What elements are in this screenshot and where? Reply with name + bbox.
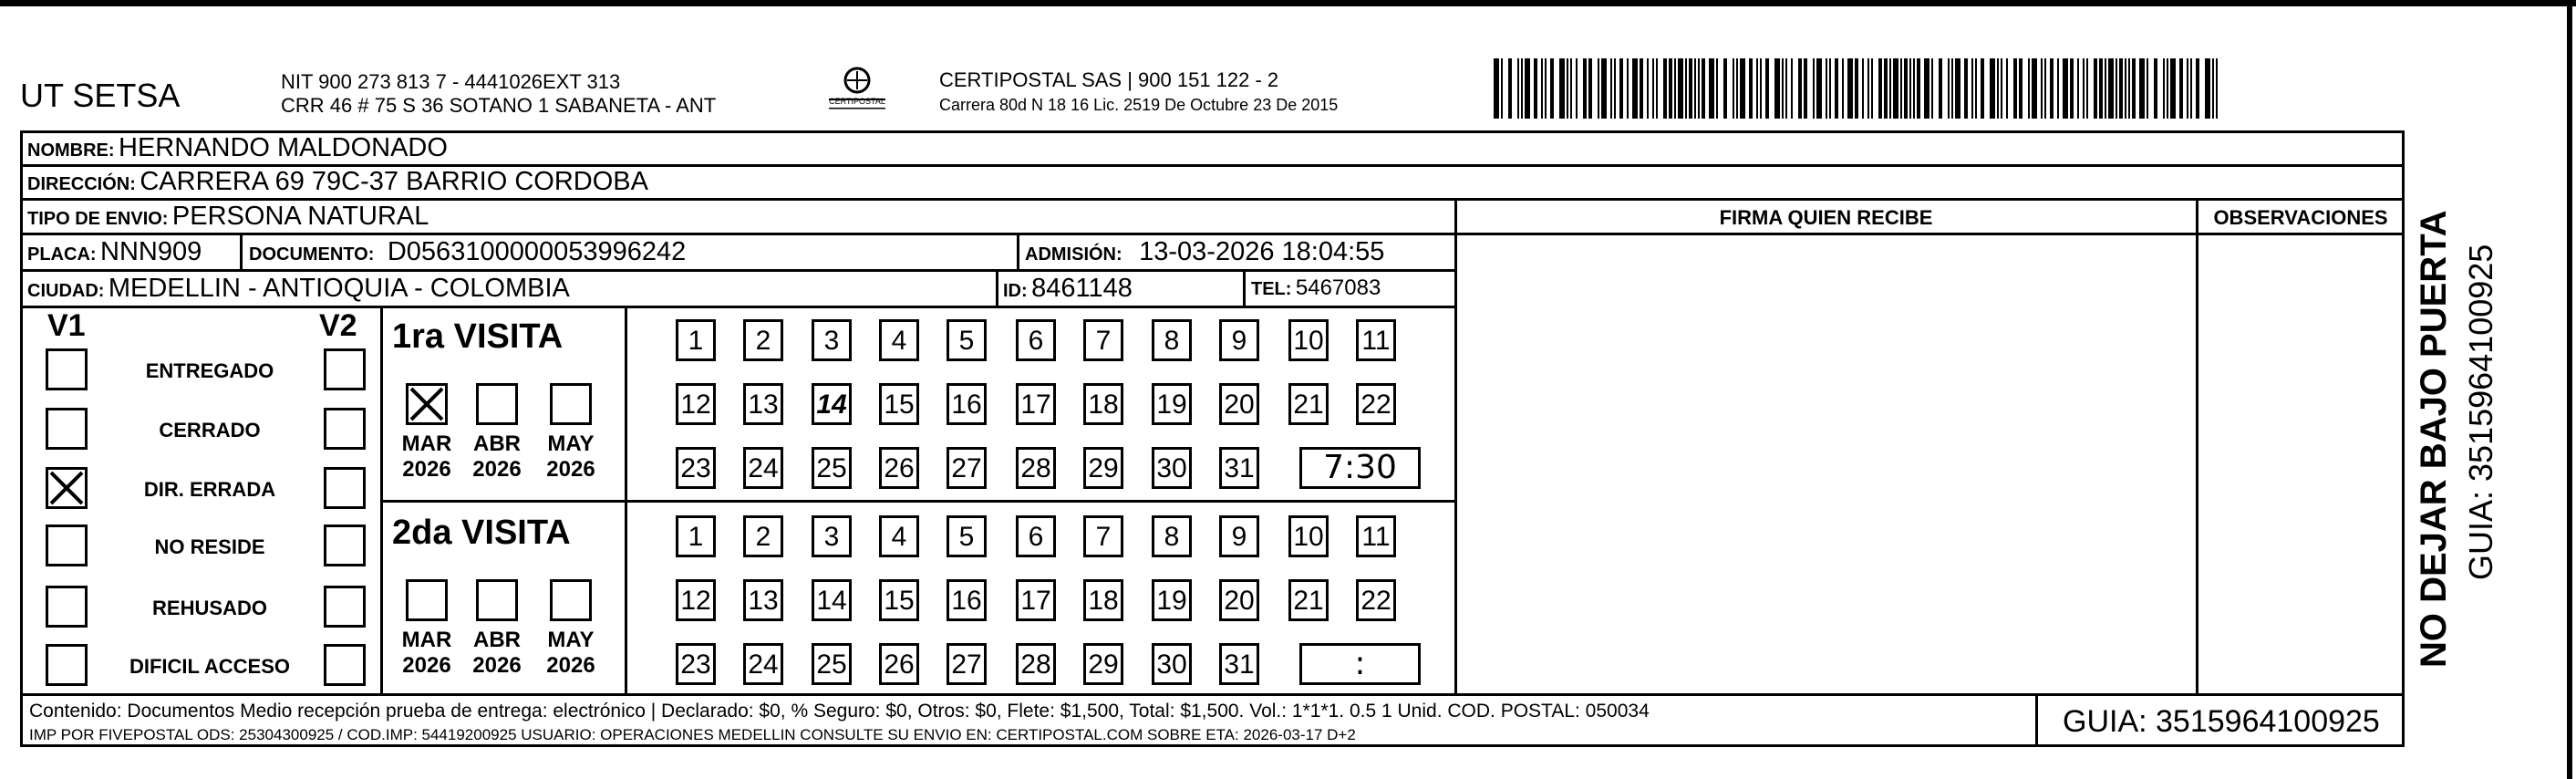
- barcode-bar: [1867, 58, 1869, 119]
- barcode-bar: [1900, 58, 1902, 119]
- barcode-bar: [1736, 58, 1738, 119]
- barcode-bar: [1619, 58, 1623, 119]
- month-name: ABR: [473, 431, 521, 456]
- day-box[interactable]: 19: [1152, 579, 1192, 621]
- barcode-bar: [1541, 58, 1543, 119]
- barcode-bar: [1588, 58, 1592, 119]
- barcode-bar: [1678, 58, 1683, 119]
- barcode-bar: [1723, 58, 1727, 119]
- status-label: ENTREGADO: [145, 359, 274, 382]
- barcode-bar: [2057, 58, 2059, 119]
- barcode-bar: [1601, 58, 1607, 119]
- month-label: [395, 431, 459, 483]
- barcode-bar: [1951, 58, 1953, 119]
- day-box[interactable]: 3: [812, 319, 852, 361]
- visit-title: 1ra VISITA: [392, 317, 564, 356]
- barcode-bar: [1913, 58, 1915, 119]
- ciudad-value: MEDELLIN - ANTIOQUIA - COLOMBIA: [108, 274, 570, 303]
- day-box[interactable]: 14: [812, 383, 852, 425]
- status-v2-checkbox[interactable]: [324, 586, 366, 628]
- barcode: [1494, 58, 2223, 119]
- id-value: 8461148: [1031, 274, 1133, 303]
- barcode-bar: [1924, 58, 1929, 119]
- month-checkbox[interactable]: [476, 383, 518, 425]
- barcode-bar: [1698, 58, 1700, 119]
- barcode-bar: [1534, 58, 1537, 119]
- status-label: DIR. ERRADA: [143, 478, 276, 501]
- barcode-bar: [1583, 58, 1587, 119]
- barcode-bar: [1610, 58, 1612, 119]
- day-box[interactable]: 6: [1016, 319, 1056, 361]
- status-v1-checkbox[interactable]: [46, 408, 88, 450]
- barcode-bar: [1871, 58, 1873, 119]
- day-box[interactable]: 25: [812, 643, 852, 685]
- barcode-bar: [2187, 58, 2188, 119]
- row-line: [20, 198, 2405, 201]
- nombre-value: HERNANDO MALDONADO: [119, 133, 448, 162]
- barcode-bar: [2041, 58, 2043, 119]
- barcode-bar: [2154, 58, 2157, 119]
- address-line: CRR 46 # 75 S 36 SOTANO 1 SABANETA - ANT: [281, 94, 717, 117]
- barcode-bar: [1716, 58, 1718, 119]
- status-label: CERRADO: [159, 419, 261, 441]
- barcode-bar: [2205, 58, 2210, 119]
- barcode-bar: [1647, 58, 1649, 119]
- status-v1-checkbox[interactable]: [46, 348, 88, 390]
- barcode-bar: [1545, 58, 1547, 119]
- contenido-line: Contenido: Documentos Medio recepción prueba de entrega: electrónico | Declarado: $0, % Seguro: $0, Otros: $0, Flete: $1,500, Total: $1,500. Vol.: 1*1*1. 0.5 1 Unid. COD. POSTAL: 050034: [29, 701, 1650, 722]
- month-name: MAY: [547, 431, 595, 456]
- barcode-bar: [2167, 58, 2168, 119]
- barcode-bar: [1756, 58, 1758, 119]
- tipo-label: TIPO DE ENVIO:: [27, 209, 169, 229]
- day-box[interactable]: 22: [1356, 579, 1396, 621]
- barcode-bar: [1614, 58, 1616, 119]
- cell-divider: [1017, 233, 1019, 269]
- documento-row: [249, 237, 686, 267]
- barcode-bar: [1931, 58, 1933, 119]
- footer-divider: [2035, 693, 2038, 747]
- top-border: [0, 0, 2576, 6]
- status-v1-checkbox[interactable]: [46, 467, 88, 509]
- barcode-bar: [1656, 58, 1658, 119]
- barcode-bar: [1878, 58, 1882, 119]
- barcode-bar: [2063, 58, 2068, 119]
- month-year: 2026: [402, 653, 451, 678]
- day-box[interactable]: 12: [676, 579, 716, 621]
- barcode-bar: [2132, 58, 2136, 119]
- barcode-bar: [1904, 58, 1908, 119]
- day-box[interactable]: 18: [1083, 383, 1123, 425]
- month-checkbox[interactable]: [406, 383, 448, 425]
- month-label: [465, 628, 529, 679]
- day-box[interactable]: 14: [812, 579, 852, 621]
- barcode-bar: [2170, 58, 2176, 119]
- day-box[interactable]: 15: [879, 383, 919, 425]
- barcode-bar: [2028, 58, 2030, 119]
- day-box[interactable]: 2: [743, 319, 783, 361]
- barcode-bar: [1627, 58, 1629, 119]
- row-line: [20, 269, 1457, 272]
- barcode-bar: [2086, 58, 2088, 119]
- day-box[interactable]: 5: [947, 319, 987, 361]
- divider-signature: [1454, 201, 1457, 695]
- barcode-bar: [1525, 58, 1530, 119]
- barcode-bar: [1791, 58, 1793, 119]
- divider-right-top: [2402, 130, 2405, 203]
- day-box[interactable]: 13: [743, 579, 783, 621]
- barcode-bar: [1835, 58, 1838, 119]
- barcode-bar: [1785, 58, 1787, 119]
- barcode-bar: [2006, 58, 2008, 119]
- company-name: UT SETSA: [20, 77, 181, 114]
- placa-label: PLACA:: [27, 244, 97, 265]
- barcode-bar: [1669, 58, 1672, 119]
- barcode-bar: [1570, 58, 1572, 119]
- barcode-bar: [1862, 58, 1864, 119]
- barcode-bar: [1521, 58, 1523, 119]
- barcode-bar: [1576, 58, 1578, 119]
- barcode-bar: [1804, 58, 1807, 119]
- day-box[interactable]: 9: [1219, 319, 1259, 361]
- v1-label: V1: [47, 308, 86, 343]
- cell-divider: [996, 269, 998, 306]
- tipo-value: PERSONA NATURAL: [171, 202, 429, 231]
- time-box[interactable]: :: [1299, 643, 1421, 685]
- day-box[interactable]: 13: [743, 383, 783, 425]
- status-v2-checkbox[interactable]: [324, 408, 366, 450]
- day-box[interactable]: 24: [743, 447, 783, 489]
- barcode-bar: [1694, 58, 1696, 119]
- day-box[interactable]: 19: [1152, 383, 1192, 425]
- status-v2-checkbox[interactable]: [324, 348, 366, 390]
- barcode-bar: [2094, 58, 2097, 119]
- barcode-bar: [2070, 58, 2074, 119]
- barcode-bar: [1640, 58, 1643, 119]
- barcode-bar: [1760, 58, 1762, 119]
- month-checkbox[interactable]: [476, 579, 518, 621]
- month-checkbox[interactable]: [550, 579, 592, 621]
- barcode-bar: [1598, 58, 1599, 119]
- barcode-bar: [1689, 58, 1692, 119]
- barcode-bar: [1829, 58, 1831, 119]
- day-box[interactable]: 20: [1219, 579, 1259, 621]
- day-box[interactable]: 29: [1083, 643, 1123, 685]
- divider-observaciones: [2196, 201, 2198, 695]
- day-box[interactable]: 31: [1219, 643, 1259, 685]
- day-box[interactable]: 27: [947, 447, 987, 489]
- status-v2-checkbox[interactable]: [324, 525, 366, 566]
- barcode-bar: [1632, 58, 1638, 119]
- nombre-row: [27, 133, 448, 163]
- status-label: DIFICIL ACCESO: [129, 655, 290, 678]
- barcode-bar: [1939, 58, 1942, 119]
- day-box[interactable]: 3: [812, 515, 852, 557]
- barcode-bar: [1842, 58, 1844, 119]
- barcode-bar: [2163, 58, 2165, 119]
- barcode-bar: [1826, 58, 1827, 119]
- nombre-label: NOMBRE:: [27, 140, 115, 161]
- imp-line: IMP POR FIVEPOSTAL ODS: 25304300925 / COD.IMP: 54419200925 USUARIO: OPERACIONES MEDELLIN CONSULTE SU ENVIO EN: CERTIPOSTAL.COM SOBRE ETA: 2026-03-17 D+2: [29, 726, 1356, 743]
- barcode-bar: [1798, 58, 1802, 119]
- firma-header: FIRMA QUIEN RECIBE: [1719, 206, 1933, 229]
- row-line: [20, 306, 1457, 308]
- barcode-bar: [2032, 58, 2037, 119]
- barcode-bar: [1847, 58, 1853, 119]
- direccion-row: [27, 167, 648, 197]
- barcode-bar: [1971, 58, 1973, 119]
- admision-value: 13-03-2026 18:04:55: [1139, 237, 1385, 266]
- status-label: REHUSADO: [152, 597, 267, 619]
- tel-row: [1251, 275, 1381, 301]
- month-year: 2026: [472, 653, 522, 678]
- tel-value: 5467083: [1295, 275, 1381, 300]
- barcode-bar: [1955, 58, 1960, 119]
- barcode-bar: [1559, 58, 1565, 119]
- barcode-bar: [1494, 58, 1499, 119]
- barcode-bar: [1948, 58, 1950, 119]
- row-line: [20, 233, 2405, 235]
- barcode-bar: [2099, 58, 2103, 119]
- nit-line: NIT 900 273 813 7 - 4441026EXT 313: [281, 70, 621, 93]
- day-box[interactable]: 8: [1152, 515, 1192, 557]
- barcode-bar: [1782, 58, 1784, 119]
- barcode-bar: [2083, 58, 2085, 119]
- placa-value: NNN909: [100, 237, 202, 266]
- barcode-bar: [2108, 58, 2114, 119]
- day-box[interactable]: 6: [1016, 515, 1056, 557]
- ciudad-label: CIUDAD:: [27, 281, 105, 301]
- day-box[interactable]: 7: [1083, 515, 1123, 557]
- barcode-bar: [1501, 58, 1503, 119]
- ciudad-row: [27, 274, 570, 304]
- day-box[interactable]: 8: [1152, 319, 1192, 361]
- right-border: [2567, 0, 2572, 779]
- barcode-bar: [2116, 58, 2117, 119]
- day-box[interactable]: 22: [1356, 383, 1396, 425]
- barcode-bar: [1997, 58, 1999, 119]
- status-v1-checkbox[interactable]: [46, 586, 88, 628]
- cell-divider: [240, 233, 243, 269]
- status-v1-checkbox[interactable]: [46, 525, 88, 566]
- day-box[interactable]: 29: [1083, 447, 1123, 489]
- barcode-bar: [2128, 58, 2130, 119]
- status-v1-checkbox[interactable]: [46, 644, 88, 686]
- month-year: 2026: [472, 457, 522, 482]
- barcode-bar: [1774, 58, 1780, 119]
- month-checkbox[interactable]: [406, 579, 448, 621]
- day-box[interactable]: 2: [743, 515, 783, 557]
- status-v2-checkbox[interactable]: [324, 467, 366, 509]
- logo-text: CERTIPOSTAL: [829, 97, 885, 106]
- barcode-bar: [1975, 58, 1977, 119]
- day-box[interactable]: 21: [1288, 383, 1329, 425]
- barcode-bar: [2001, 58, 2002, 119]
- barcode-bar: [2019, 58, 2023, 119]
- day-box[interactable]: 1: [676, 319, 716, 361]
- barcode-bar: [1964, 58, 1968, 119]
- tel-label: TEL:: [1251, 279, 1292, 299]
- day-box[interactable]: 26: [879, 643, 919, 685]
- visit-divider-mid: [380, 500, 1454, 503]
- license-line: Carrera 80d N 18 16 Lic. 2519 De Octubre 23 De 2015: [939, 96, 1339, 114]
- direccion-value: CARRERA 69 79C-37 BARRIO CORDOBA: [140, 167, 648, 196]
- admision-label: ADMISIÓN:: [1025, 244, 1122, 265]
- barcode-bar: [1567, 58, 1568, 119]
- barcode-bar: [1813, 58, 1815, 119]
- barcode-bar: [1733, 58, 1734, 119]
- month-name: ABR: [473, 628, 521, 652]
- month-name: MAY: [547, 628, 595, 652]
- month-label: [539, 431, 603, 483]
- documento-label: DOCUMENTO:: [249, 244, 375, 265]
- placa-row: [27, 237, 202, 267]
- barcode-bar: [1981, 58, 1984, 119]
- observaciones-header: OBSERVACIONES: [2213, 206, 2388, 229]
- side-guia: GUIA: 3515964100925: [2462, 244, 2499, 580]
- day-box[interactable]: 4: [879, 515, 919, 557]
- day-box[interactable]: 11: [1356, 319, 1396, 361]
- tipo-row: [27, 202, 429, 232]
- day-box[interactable]: 27: [947, 643, 987, 685]
- barcode-bar: [2212, 58, 2214, 119]
- barcode-bar: [2216, 58, 2218, 119]
- id-label: ID:: [1003, 281, 1028, 301]
- barcode-bar: [1990, 58, 1995, 119]
- time-box[interactable]: 7:30: [1299, 447, 1421, 489]
- barcode-bar: [2050, 58, 2054, 119]
- direccion-label: DIRECCIÓN:: [27, 174, 136, 194]
- day-box[interactable]: 7: [1083, 319, 1123, 361]
- day-box[interactable]: 21: [1288, 579, 1329, 621]
- admision-row: [1025, 237, 1384, 267]
- barcode-bar: [2190, 58, 2192, 119]
- day-box[interactable]: 25: [812, 447, 852, 489]
- status-v2-checkbox[interactable]: [324, 644, 366, 686]
- month-year: 2026: [546, 457, 595, 482]
- barcode-bar: [2105, 58, 2106, 119]
- day-box[interactable]: 31: [1219, 447, 1259, 489]
- day-box[interactable]: 20: [1219, 383, 1259, 425]
- day-box[interactable]: 10: [1288, 319, 1329, 361]
- barcode-bar: [1749, 58, 1753, 119]
- cell-divider: [1243, 269, 1246, 306]
- certipostal-line: CERTIPOSTAL SAS | 900 151 122 - 2: [939, 68, 1279, 91]
- day-box[interactable]: 11: [1356, 515, 1396, 557]
- month-year: 2026: [402, 457, 451, 482]
- status-label: NO RESIDE: [154, 535, 265, 558]
- barcode-bar: [1740, 58, 1745, 119]
- day-box[interactable]: 30: [1152, 643, 1192, 685]
- barcode-bar: [1909, 58, 1911, 119]
- barcode-bar: [2044, 58, 2046, 119]
- day-box[interactable]: 23: [676, 447, 716, 489]
- month-name: MAR: [401, 628, 452, 652]
- barcode-bar: [2013, 58, 2017, 119]
- visit-title: 2da VISITA: [392, 514, 571, 552]
- day-box[interactable]: 9: [1219, 515, 1259, 557]
- day-box[interactable]: 15: [879, 579, 919, 621]
- id-row: [1003, 274, 1133, 304]
- month-label: [395, 628, 459, 679]
- day-box[interactable]: 17: [1016, 579, 1056, 621]
- barcode-bar: [1550, 58, 1554, 119]
- barcode-bar: [1674, 58, 1676, 119]
- barcode-bar: [1508, 58, 1512, 119]
- barcode-bar: [1889, 58, 1891, 119]
- barcode-bar: [1884, 58, 1888, 119]
- day-box[interactable]: 17: [1016, 383, 1056, 425]
- day-box[interactable]: 26: [879, 447, 919, 489]
- guia-box: GUIA: 3515964100925: [2063, 704, 2380, 739]
- barcode-bar: [1517, 58, 1519, 119]
- day-box[interactable]: 24: [743, 643, 783, 685]
- day-box[interactable]: 28: [1016, 643, 1056, 685]
- barcode-bar: [1652, 58, 1654, 119]
- day-box[interactable]: 16: [947, 383, 987, 425]
- day-box[interactable]: 28: [1016, 447, 1056, 489]
- day-box[interactable]: 16: [947, 579, 987, 621]
- row-line: [20, 693, 2405, 696]
- documento-value: D0563100000053996242: [387, 237, 687, 266]
- day-box[interactable]: 5: [947, 515, 987, 557]
- month-label: [465, 431, 529, 483]
- visit-divider-calendar: [625, 308, 627, 693]
- month-checkbox[interactable]: [550, 383, 592, 425]
- day-box[interactable]: 18: [1083, 579, 1123, 621]
- day-box[interactable]: 1: [676, 515, 716, 557]
- day-box[interactable]: 12: [676, 383, 716, 425]
- barcode-bar: [1816, 58, 1822, 119]
- day-box[interactable]: 10: [1288, 515, 1329, 557]
- month-label: [539, 628, 603, 679]
- barcode-bar: [2077, 58, 2079, 119]
- day-box[interactable]: 4: [879, 319, 919, 361]
- barcode-bar: [2196, 58, 2199, 119]
- barcode-bar: [1685, 58, 1687, 119]
- v2-label: V2: [319, 308, 357, 343]
- barcode-bar: [1663, 58, 1667, 119]
- barcode-bar: [1917, 58, 1920, 119]
- barcode-bar: [2125, 58, 2126, 119]
- day-box[interactable]: 30: [1152, 447, 1192, 489]
- barcode-bar: [1702, 58, 1705, 119]
- certipostal-logo: [825, 64, 889, 117]
- no-dejar-notice: NO DEJAR BAJO PUERTA: [2414, 210, 2454, 668]
- day-box[interactable]: 23: [676, 643, 716, 685]
- barcode-bar: [1855, 58, 1858, 119]
- barcode-bar: [2119, 58, 2123, 119]
- barcode-bar: [1765, 58, 1769, 119]
- barcode-bar: [2139, 58, 2145, 119]
- barcode-bar: [1893, 58, 1898, 119]
- month-year: 2026: [546, 653, 595, 678]
- barcode-bar: [1709, 58, 1714, 119]
- barcode-bar: [2147, 58, 2148, 119]
- month-name: MAR: [401, 431, 452, 456]
- barcode-bar: [2179, 58, 2183, 119]
